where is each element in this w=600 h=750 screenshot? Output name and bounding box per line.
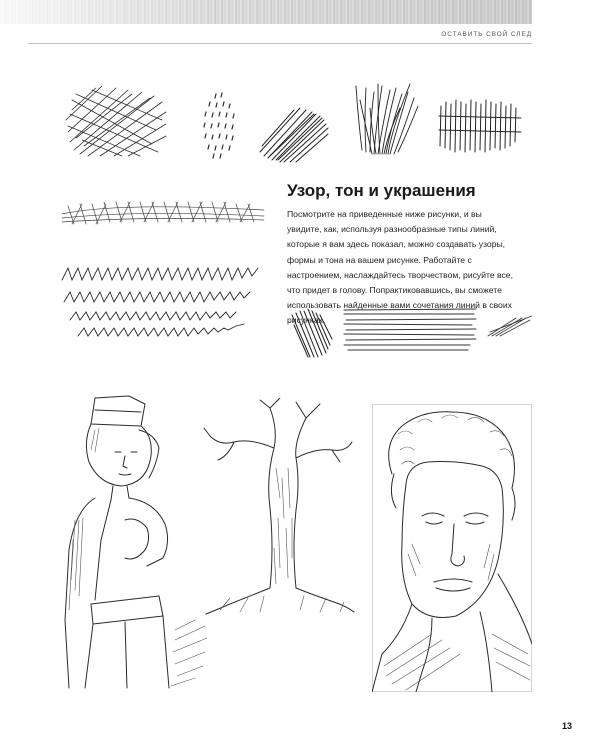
header-divider (28, 43, 532, 44)
hatch-band-zigzag (58, 262, 270, 342)
hatch-swatch-cross (62, 80, 170, 160)
hatch-swatch-diagonal (256, 100, 332, 164)
section-title: Узор, тон и украшения (287, 181, 476, 200)
chapter-label: ОСТАВИТЬ СВОЙ СЛЕД (441, 31, 532, 38)
hatch-swatch-dots (198, 88, 242, 160)
page-number: 13 (561, 721, 572, 731)
hatch-swatch-vertical (435, 96, 525, 158)
header-bar-gradient (0, 0, 532, 24)
section-body-text: Посмотрите на приведенные ниже рисунки, и вы увидите, как, используя разнообразные типы линий, которые я вам здесь показал, можно создавать узоры, формы и тона на вашем рисунке. Работайте с настроением, наслаждайтесь творчеством, рисуйте все, что придет в голову. Попрактиковавшись, вы сможете использовать найденные вами сочетания линий в своих рисунках. (287, 209, 513, 326)
hatch-swatch-grass (352, 78, 424, 160)
sketch-old-woman (372, 404, 532, 692)
sketch-tree (200, 398, 360, 618)
sketch-nurse (55, 390, 215, 690)
hatch-band-woven (58, 192, 270, 232)
